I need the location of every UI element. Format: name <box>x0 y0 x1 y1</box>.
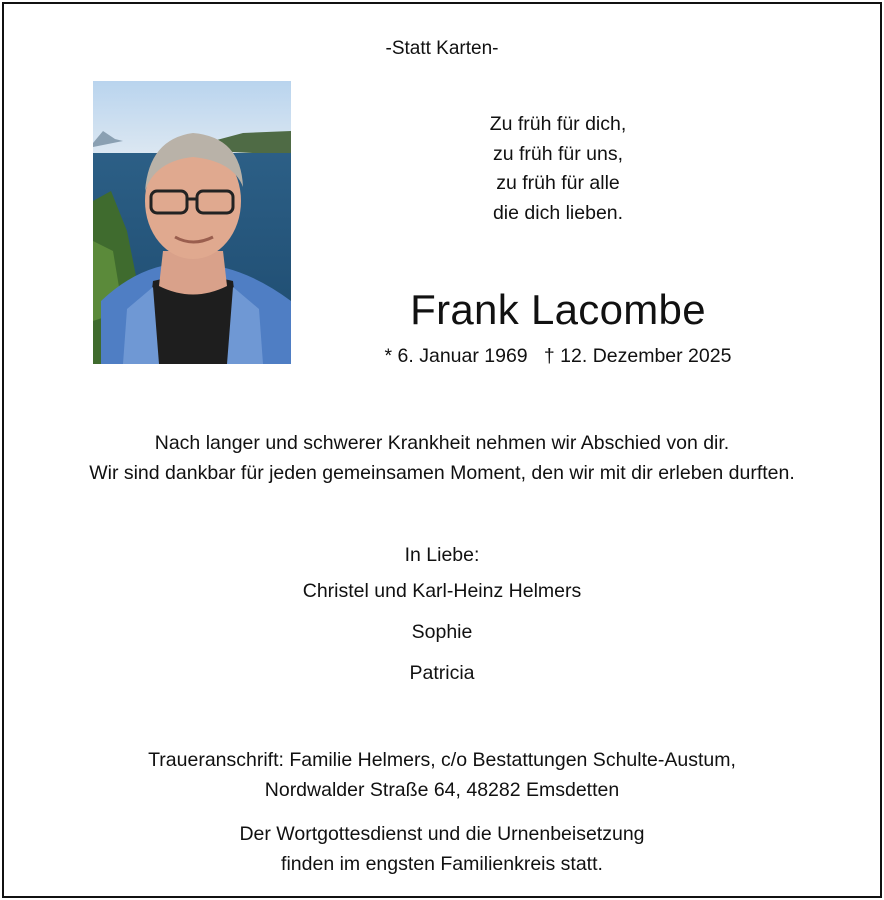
address-line: Traueranschrift: Familie Helmers, c/o Bestattungen Schulte-Austum, <box>148 749 736 771</box>
mourner-name: Sophie <box>411 621 473 643</box>
poem-line: Zu früh für dich, <box>489 113 627 135</box>
mourning-address <box>0 745 884 805</box>
mourner-name: Christel und Karl-Heinz Helmers <box>302 580 582 602</box>
service-line: Der Wortgottesdienst und die Urnenbeisetzung <box>239 823 645 845</box>
poem-line: die dich lieben. <box>492 201 624 224</box>
service-line: finden im engsten Familienkreis statt. <box>281 853 603 875</box>
birth-date: * 6. Januar 1969 <box>384 345 528 367</box>
poem-line: zu früh für alle <box>496 172 620 194</box>
statt-karten-heading: -Statt Karten- <box>385 38 499 59</box>
poem-line: zu früh für uns, <box>492 142 624 165</box>
message-line: Wir sind dankbar für jeden gemeinsamen Moment, den wir mit dir erleben durften. <box>89 462 795 484</box>
in-love-label: In Liebe: <box>404 544 480 566</box>
poem <box>420 110 696 228</box>
death-date: † 12. Dezember 2025 <box>543 345 732 367</box>
portrait-photo <box>93 81 291 364</box>
service-notice <box>0 819 884 879</box>
message-line: Nach langer und schwerer Krankheit nehmen wir Abschied von dir. <box>154 432 730 454</box>
address-line: Nordwalder Straße 64, 48282 Emsdetten <box>264 779 620 801</box>
farewell-message <box>0 428 884 488</box>
mourner-name: Patricia <box>409 662 475 684</box>
deceased-name: Frank Lacombe <box>410 286 706 333</box>
life-dates <box>360 345 756 368</box>
portrait-photo-icon <box>93 81 291 364</box>
